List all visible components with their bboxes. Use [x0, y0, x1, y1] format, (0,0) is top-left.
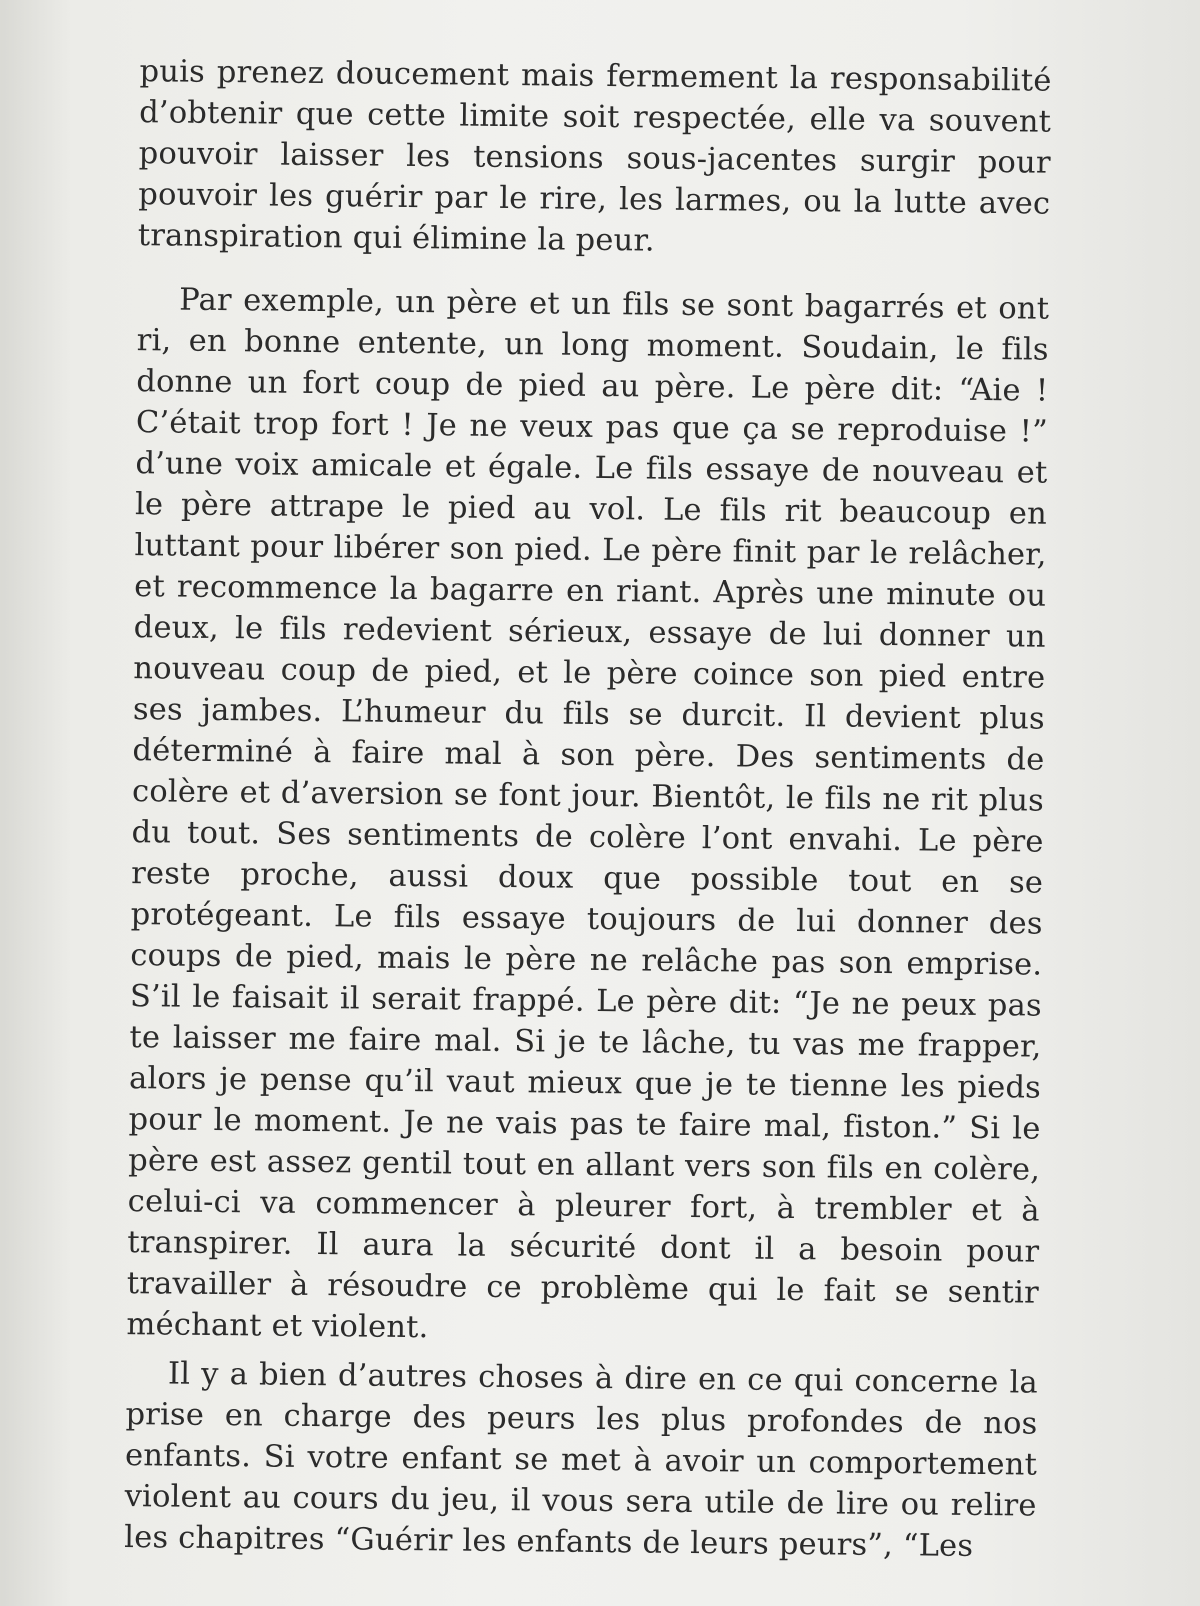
- paragraph-continuation: puis prenez doucement mais fermement la responsabilité d’obtenir que cette limite soit respectée, elle va souvent pouvoir laisser les tensions sous-jacentes surgir pour pouvoir les guérir par le rire, les larmes, ou la lutte avec transpiration qui élimine la peur.: [137, 54, 1052, 259]
- paragraph-father-son-example: Par exemple, un père et un fils se sont bagarrés et ont ri, en bonne entente, un long moment. Soudain, le fils donne un fort coup de pied au père. Le père dit: “Aie ! C’était trop fort ! Je ne veux pas que ça se reproduise !” d’une voix amicale et égale. Le fils essaye de nouveau et le père attrape le pied au vol. Le fils rit beaucoup en luttant pour libérer son pied. Le père finit par le relâcher, et recommence la bagarre en riant. Après une minute ou deux, le fils redevient sérieux, essaye de lui donner un nouveau coup de pied, et le père coince son pied entre ses jambes. L’humeur du fils se durcit. Il devient plus déterminé à faire mal à son père. Des sentiments de colère et d’aversion se font jour. Bientôt, le fils ne rit plus du tout. Ses sentiments de colère l’ont envahi. Le père reste proche, aussi doux que possible tout en se protégeant. Le fils essaye toujours de lui donner des coups de pied, mais le père ne relâche pas son emprise. S’il le faisait il serait frappé. Le père dit: “Je ne peux pas te laisser me faire mal. Si je te lâche, tu vas me frapper, alors je pense qu’il vaut mieux que je te tienne les pieds pour le moment. Je ne vais pas te faire mal, fiston.” Si le père est assez gentil tout en allant vers son fils en colère, celui-ci va commencer à pleurer fort, à trembler et à transpirer. Il aura la sécurité dont il a besoin pour travailler à résoudre ce problème qui le fait se sentir méchant et violent.: [126, 282, 1050, 1346]
- paragraph-deeper-fears: Il y a bien d’autres choses à dire en ce qui concerne la prise en charge des peurs les plus profondes de nos enfants. Si votre enfant se met à avoir un comportement violent au cours du jeu, il vous sera utile de lire ou relire les chapitres “Guérir les enfants de leurs peurs”, “Les: [124, 1356, 1039, 1564]
